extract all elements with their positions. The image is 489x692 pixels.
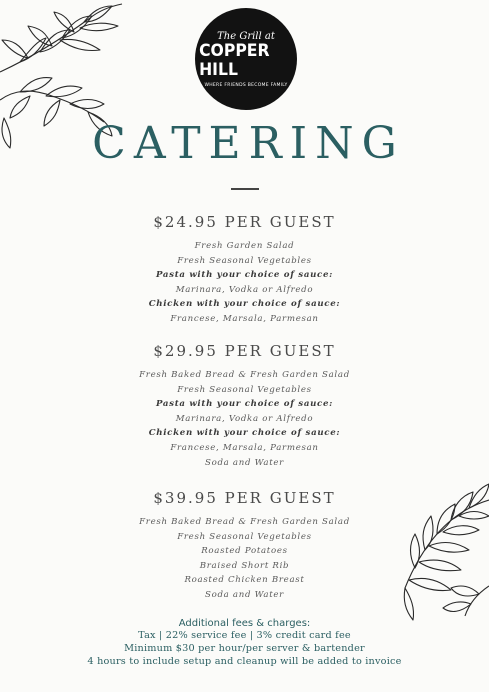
menu-item: Soda and Water <box>205 457 284 468</box>
fees-line: Minimum $30 per hour/per server & bartender <box>124 642 365 654</box>
title-divider <box>231 188 259 190</box>
fees-line: Tax | 22% service fee | 3% credit card fee <box>138 630 351 641</box>
logo-script-text: The Grill at <box>217 30 275 42</box>
menu-item: Marinara, Vodka or Alfredo <box>175 284 314 295</box>
package-price: $29.95 PER GUEST <box>153 342 336 360</box>
menu-item: Marinara, Vodka or Alfredo <box>175 413 314 424</box>
menu-item: Soda and Water <box>205 589 284 600</box>
menu-item: Roasted Chicken Breast <box>184 575 305 586</box>
additional-fees <box>0 617 489 668</box>
fees-title: Additional fees & charges: <box>178 618 311 629</box>
menu-item: Francese, Marsala, Parmesan <box>170 442 319 453</box>
logo-brand-text: COPPER HILL <box>199 40 270 80</box>
menu-item: Roasted Potatoes <box>201 546 288 557</box>
package-section-3 <box>0 489 489 603</box>
menu-item: Fresh Seasonal Vegetables <box>177 531 312 542</box>
logo-tagline: WHERE FRIENDS BECOME FAMILY <box>204 82 288 88</box>
fees-line: 4 hours to include setup and cleanup will be added to invoice <box>87 655 402 667</box>
restaurant-logo <box>195 8 297 110</box>
package-section-1 <box>0 213 489 327</box>
page-title: CATERING <box>92 118 405 169</box>
package-price: $39.95 PER GUEST <box>153 489 336 507</box>
menu-item-heading: Chicken with your choice of sauce: <box>148 428 341 439</box>
menu-item-heading: Chicken with your choice of sauce: <box>148 299 341 310</box>
menu-item: Braised Short Rib <box>199 560 290 571</box>
menu-item: Fresh Garden Salad <box>194 241 295 251</box>
menu-item-heading: Pasta with your choice of sauce: <box>155 270 334 281</box>
menu-item: Fresh Baked Bread & Fresh Garden Salad <box>139 370 350 380</box>
menu-item-heading: Pasta with your choice of sauce: <box>155 399 334 410</box>
menu-item: Francese, Marsala, Parmesan <box>170 313 319 324</box>
package-price: $24.95 PER GUEST <box>153 213 336 231</box>
menu-item: Fresh Seasonal Vegetables <box>177 255 312 266</box>
menu-item: Fresh Seasonal Vegetables <box>177 384 312 395</box>
menu-item: Fresh Baked Bread & Fresh Garden Salad <box>139 517 350 527</box>
package-section-2 <box>0 342 489 470</box>
